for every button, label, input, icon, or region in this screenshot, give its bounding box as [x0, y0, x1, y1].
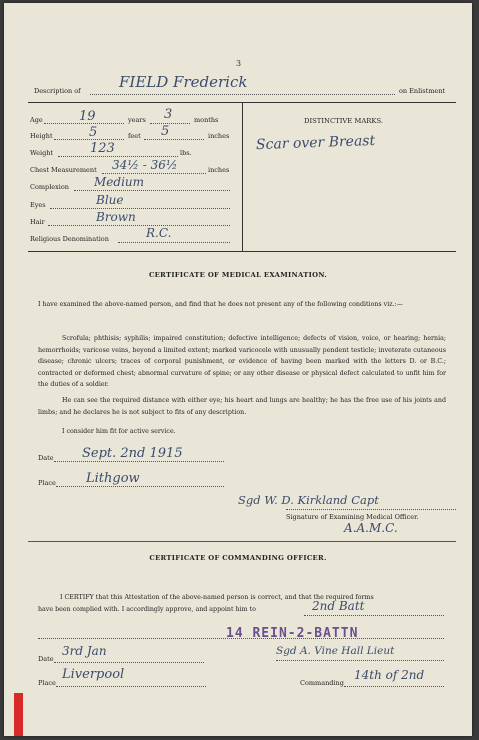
commanding-text-b: have been complied with. I accordingly approve, and appoint him to	[38, 606, 256, 613]
description-suffix: on Enlistment	[399, 87, 446, 95]
medical-corps: A.A.M.C.	[344, 521, 398, 535]
commanding-date-label: Date	[38, 655, 54, 663]
description-dots	[90, 94, 395, 95]
medical-heading: CERTIFICATE OF MEDICAL EXAMINATION.	[148, 271, 328, 279]
page-number: 3	[236, 59, 242, 68]
distinctive-marks-value: Scar over Breast	[255, 132, 376, 154]
description-label: Description of	[34, 87, 81, 95]
table-divider	[242, 102, 243, 251]
red-binding-tab	[14, 693, 23, 736]
medical-officer-signature: Sgd W. D. Kirkland Capt	[238, 493, 379, 507]
medical-place-label: Place	[38, 479, 56, 487]
commanding-place: Liverpool	[62, 667, 125, 682]
medical-conditions: Scrofula; phthisis; syphilis; impaired constitution; defective intelligence; defects of vision, voice, or hearing; hernia; hemorrhoids; varicose veins, beyond a limited extent; marked varicocele with unusually pendent testicle; inveterate cutaneous disease; chronic ulcers; traces of corporal punishment, or evidence of having been marked with the letters D. or B.C.; contracted or deformed chest; abnormal curvature of spine; or any other disease or physical defect calculated to unfit him for the duties of a soldier.	[38, 335, 446, 389]
complexion-value: Medium	[94, 175, 145, 189]
commanding-place-label: Place	[38, 679, 56, 687]
age-years: 19	[79, 109, 96, 124]
distinctive-marks-heading: DISTINCTIVE MARKS.	[304, 117, 384, 125]
commanding-text-a: I CERTIFY that this Attestation of the above-named person is correct, and that the required forms	[60, 594, 374, 601]
enlistee-name: FIELD Frederick	[119, 73, 248, 91]
table-bottom-rule	[28, 251, 456, 252]
attestation-page: 3 Description of FIELD Frederick on Enlistment Age 19 years 3 months Height 5 feet 5 inches Weight 123 lbs. Chest Measurement 34½ - 36½ inches Complexion Medium Eyes Blue Hair Brown Religious Denomination R.C. DISTINCTIVE MARKS. Scar over Breast CERTIFICATE OF MEDICAL EXAMINATION. I have examined the above-named person, and find that he does not present any of the following conditions viz.:— Scrofula; phthisis; syphilis; impaired constitution; defective intelligence; defects of vision, voice, or hearing; hernia; hemorrhoids; varicose veins, beyond a limited extent; marked varicocele with unusually pendent testicle; inveterate cutaneous disease; chronic ulcers; traces of corporal punishment, or evidence of having been marked with the letters D. or B.C.; contracted or deformed chest; abnormal curvature of spine; or any other disease or physical defect calculated to unfit him for the duties of a soldier. He can see the required distance with either eye; his heart and lungs are healthy; he has the free use of his joints and limbs; and he declares he is not subject to fits of any description. I consider him fit for active service. Date Sept. 2nd 1915 Place Lithgow Sgd W. D. Kirkland Capt Signature of Examining Medical Officer. A.A.M.C. CERTIFICATE OF COMMANDING OFFICER. I CERTIFY that this Attestation of the above-named person is correct, and that the required forms have been complied with. I accordingly approve, and appoint him to 2nd Batt 14 REIN-2-BATTN Date 3rd Jan Sgd A. Vine Hall Lieut Place Liverpool Commanding 14th of 2nd	[4, 3, 472, 736]
section-rule	[28, 541, 456, 542]
hair-value: Brown	[96, 210, 136, 224]
height-feet: 5	[89, 125, 98, 140]
medical-fit: I consider him fit for active service.	[62, 428, 176, 435]
eyes-value: Blue	[96, 193, 124, 207]
medical-date-label: Date	[38, 454, 54, 462]
unit-stamp: 14 REIN-2-BATTN	[226, 626, 359, 641]
age-months: 3	[164, 107, 173, 122]
medical-intro: I have examined the above-named person, and find that he does not present any of the following conditions viz.:—	[38, 301, 403, 308]
chest-value: 34½ - 36½	[112, 158, 178, 172]
commanding-value: 14th of 2nd	[354, 668, 425, 682]
commanding-date: 3rd Jan	[62, 644, 107, 658]
commanding-heading: CERTIFICATE OF COMMANDING OFFICER.	[149, 554, 327, 562]
medical-date: Sept. 2nd 1915	[82, 446, 183, 461]
weight-value: 123	[90, 141, 115, 156]
medical-place: Lithgow	[86, 471, 140, 486]
religion-value: R.C.	[146, 226, 172, 240]
medical-sight: He can see the required distance with either eye; his heart and lungs are healthy; he has the free use of his joints and limbs; and he declares he is not subject to fits of any description.	[38, 397, 446, 416]
appointment-value: 2nd Batt	[312, 599, 365, 613]
commanding-label: Commanding	[300, 679, 344, 687]
height-inches: 5	[161, 124, 170, 139]
medical-signature-label: Signature of Examining Medical Officer.	[286, 513, 419, 521]
commanding-officer-signature: Sgd A. Vine Hall Lieut	[276, 645, 395, 657]
